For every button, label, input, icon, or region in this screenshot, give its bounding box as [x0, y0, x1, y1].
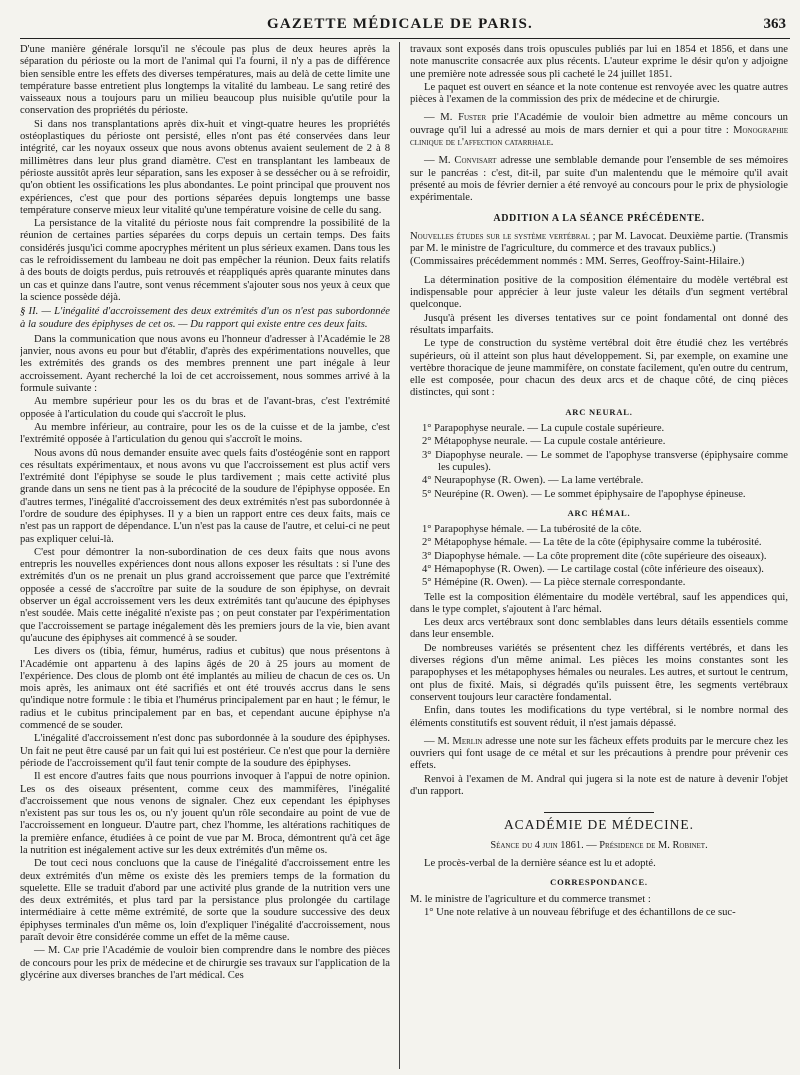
paragraph: Nous avons dû nous demander ensuite avec quels faits d'ostéogénie sont en rapport ces résultats expérimentaux, et nous avons vu que l'accroissement est plus actif vers l'extrémité dont l'épiphyse se soude le plus tardivement ; mais cette activité plus grande dans un sens ne tient pas à la précocité de la soudure de l'épiphyse opposée. En d'autres termes, l'inégalité d'accroissement des deux extrémités n'est pas subordonnée à l'ordre de soudure des épiphyses. Il y a bien un rapport entre ces deux faits, mais ce n'est pas un rapport de dépendance. L'un n'est pas la cause de l'autre, et celui-ci ne peut pas expliquer celui-là.	[20, 447, 390, 545]
column-divider	[399, 42, 400, 1069]
correspondance-heading: CORRESPONDANCE.	[550, 877, 648, 888]
list-item: 2° Métapophyse hémale. — La tête de la côte (épiphysaire comme la tubérosité.	[422, 537, 762, 549]
list-item: 4° Neurapophyse (R. Owen). — La lame vertébrale.	[422, 475, 644, 487]
paragraph: travaux sont exposés dans trois opuscules publiés par lui en 1854 et 1856, et dans une note manuscrite consacrée aux plus récents. L'auteur exprime le désir qu'on y adjoigne une première note adressée sous pli cacheté le 24 juillet 1851.	[410, 44, 788, 80]
work-title: Nouvelles études sur le système vertébral ;	[410, 230, 596, 242]
paragraph: Dans la communication que nous avons eu l'honneur d'adresser à l'Académie le 28 janvier, nous avons eu pour but d'établir, d'après des expérimentations nouvelles, que les extrémités des grands os des membres prennent une part inégale à leur accroissement. Ayant recherché la loi de cet accroissement, nous sommes arrivé à la formule suivante :	[20, 333, 390, 395]
list-item: 3° Diapophyse neurale. — Le sommet de l'apophyse transverse (épiphysaire comme les cupules).	[422, 449, 788, 473]
author-name: M. Cap	[47, 945, 80, 957]
cap-text: prie l'Académie de vouloir bien comprendre dans le nombre des pièces de concours pour les prix de médecine et de chirurgie ses travaux sur l'application de la glycérine aux diverses branches de l'art médical. Ces	[20, 945, 390, 981]
header-rule	[20, 38, 790, 39]
paragraph: Le procès-verbal de la dernière séance est lu et adopté.	[424, 857, 656, 869]
right-column	[410, 44, 788, 1069]
lavocat-paragraph	[410, 231, 788, 256]
merlin-text: adresse une note sur les fâcheux effets produits par le mercure chez les ouvriers qui font usage de ce métal et sur les précautions à prendre pour prévenir ces effets.	[410, 735, 788, 772]
paragraph: Les deux arcs vertébraux sont donc semblables dans leurs détails essentiels comme dans leur ensemble.	[410, 617, 788, 641]
fuster-paragraph: — M. Fuster prie l'Académie de vouloir bien admettre au même concours un ouvrage qu'il lui a adressé au mois de mars dernier et qui a pour titre : Monographie clinique de l'affection catarrhale.	[410, 112, 788, 149]
list-item: 1° Parapophyse hémale. — La tubérosité de la côte.	[422, 524, 642, 536]
merlin-paragraph: — M. Merlin adresse une note sur les fâcheux effets produits par le mercure chez les ouvriers qui font usage de ce métal et sur les précautions à prendre pour prévenir ces effets.	[410, 735, 788, 772]
paragraph: De nombreuses variétés se présentent chez les différents vertébrés, et dans les diverses régions d'un même animal. Les pièces les moins constantes sont les parapophyses et les métapophyses hémales ou neurales. Les autres, et surtout le centrum, ont plus de fixité. Mais, si dégradés qu'ils puissent être, les segments vertébraux conservent toujours leur caractère fondamental.	[410, 642, 788, 703]
arc-neural-heading: ARC NEURAL.	[565, 406, 633, 417]
paragraph: Il est encore d'autres faits que nous pourrions invoquer à l'appui de notre opinion. Les os des oiseaux présentent, comme ceux des mammifères, l'inégalité d'accroissement que nous venons de signaler. Chez eux cependant les épiphyses n'existent pas sur tous les os, ou n'y jouent qu'un rôle secondaire au point de vue de l'accroissement en longueur. D'autre part, chez l'homme, les altérations rachitiques de la première enfance, étudiées à ce point de vue par M. Broca, démontrent qu'à cet âge la nutrition est inégalement active sur les deux extrémités d'un même os.	[20, 771, 390, 856]
convisart-text: adresse une semblable demande pour l'ensemble de ses mémoires sur le pancréas : c'est, dit-il, par suite d'un malentendu que le mémoire qu'il avait présenté au mois de février dernier a été renvoyé au concours pour le prix de physiologie expérimentale.	[410, 155, 788, 204]
left-column	[20, 44, 390, 1069]
commissaires: (Commissaires précédemment nommés : MM. Serres, Geoffroy-Saint-Hilaire.)	[410, 256, 745, 268]
paragraph: Au membre inférieur, au contraire, pour les os de la cuisse et de la jambe, c'est l'extrémité opposée à l'articulation du genou qui s'accroît le moins.	[20, 421, 390, 446]
academie-title: ACADÉMIE DE MÉDECINE.	[503, 817, 695, 833]
list-item: 2° Métapophyse neurale. — La cupule costale antérieure.	[422, 436, 666, 448]
paragraph: Jusqu'à présent les diverses tentatives sur ce point fondamental ont donné des résultats imparfaits.	[410, 312, 788, 336]
author-name: M. Convisart	[438, 155, 497, 167]
paragraph: D'une manière générale lorsqu'il ne s'écoule pas plus de deux heures après la séparation du périoste ou la mort de l'animal qui l'a fourni, il n'y a pas de différence bien sensible entre les effets des diverses températures, mais au delà de cette limite une température basse entretient plus longtemps la vitalité du lambeau. Le sang retiré des vaisseaux nous a toujours paru un milieu beaucoup plus nuisible qu'utile pour la conservation des propriétés du périoste.	[20, 44, 390, 117]
list-item: 5° Neurépine (R. Owen). — Le sommet épiphysaire de l'apophyse épineuse.	[422, 488, 746, 500]
paragraph: Enfin, dans toutes les modifications du type vertébral, si le nombre normal des éléments constitutifs est souvent réduit, il n'est jamais dépassé.	[410, 705, 788, 729]
paragraph: M. le ministre de l'agriculture et du commerce transmet :	[410, 893, 651, 905]
paragraph: Si dans nos transplantations après dix-huit et vingt-quatre heures les propriétés ostéoplastiques du périoste ont persisté, elles n'ont pas été conservées dans leur intégrité, car les noyaux osseux que nous avons obtenus avaient seulement de 2 à 8 millimètres dans leur plus grand diamètre. C'est en transplantant les lambeaux de périoste aussitôt après leur séparation, sans les exposer à se dessécher ou à se refroidir, qu'on obtient les ossifications les plus abondantes. Le point principal que prouvent nos expériences, c'est que pour des portions séparées depuis longtemps une basse température conserve mieux leur vitalité qu'une température voisine de celle du sang.	[20, 118, 390, 216]
neural-list	[410, 423, 788, 501]
page-header	[0, 14, 800, 36]
paragraph: La persistance de la vitalité du périoste nous fait comprendre la possibilité de la réunion de certaines parties séparées du corps depuis un certain temps. Des faits considérés jusqu'ici comme apocryphes méritent un plus sérieux examen. Dans tous les cas le refroidissement du lambeau ne doit pas empêcher la réunion. Deux faits relatifs à des bouts de doigts perdus, puis retrouvés et réappliqués après quarante minutes dans un cas et quinze dans l'autre, sont venus récemment s'ajouter sous nos yeux à ceux que la science possède déjà.	[20, 218, 390, 303]
paragraph: 1° Une note relative à un nouveau fébrifuge et des échantillons de ce suc-	[424, 906, 736, 918]
addition-heading: ADDITION A LA SÉANCE PRÉCÉDENTE.	[493, 212, 705, 224]
fuster-text: prie l'Académie de vouloir bien admettre au même concours un ouvrage qu'il lui a adressé au mois de mars dernier et qui a pour titre :	[410, 112, 788, 136]
paragraph: Le paquet est ouvert en séance et la note contenue est renvoyée avec les quatre autres pièces à l'examen de la commission des prix de médecine et de chirurgie.	[410, 81, 788, 106]
paragraph: Au membre supérieur pour les os du bras et de l'avant-bras, c'est l'extrémité opposée à l'articulation du coude qui s'accroît le plus.	[20, 396, 390, 420]
paragraph: Renvoi à l'examen de M. Andral qui jugera si la note est de nature à devenir l'objet d'un rapport.	[410, 773, 788, 798]
arc-hemal-heading: ARC HÉMAL.	[567, 507, 631, 518]
author-name: M. Fuster	[440, 112, 487, 124]
paragraph: C'est pour démontrer la non-subordination de ces deux faits que nous avons entrepris les nouvelles expériences dont nous allons exposer les résultats : si l'une des extrémités d'un os ne prenait un plus grand accroissement que parce que l'extrémité opposée a cessé de s'accroître par suite de la soudure de son épiphyse, on devrait observer un égal accroissement vers les deux extrémités tant qu'aucune des épiphyses n'est soudée. Mais cette inégalité n'existe pas ; on peut constater par l'expérimentation que l'accroissement se partage inégalement dès les premiers jours de la vie, bien avant qu'aucune des épiphyses ait commencé à se souder.	[20, 546, 390, 644]
author-name: M. Merlin	[437, 735, 483, 747]
paragraph: Telle est la composition élémentaire du modèle vertébral, sauf les appendices qui, dans le type complet, s'ajoutent à l'arc hémal.	[410, 591, 788, 615]
list-item: 1° Parapophyse neurale. — La cupule costale supérieure.	[422, 423, 665, 435]
list-item: 4° Hémapophyse (R. Owen). — Le cartilage costal (côte inférieure des oiseaux).	[422, 563, 764, 575]
work-title: Monographie clinique de l'affection catarrhale.	[410, 124, 788, 149]
convisart-paragraph: — M. Convisart adresse une semblable demande pour l'ensemble de ses mémoires sur le pancréas : c'est, dit-il, par suite d'un malentendu que le mémoire qu'il avait présenté au mois de février dernier a été renvoyé au concours pour le prix de physiologie expérimentale.	[410, 155, 788, 204]
list-item: 3° Diapophyse hémale. — La côte proprement dite (côte supérieure des oiseaux).	[422, 550, 767, 562]
paragraph: Les divers os (tibia, fémur, humérus, radius et cubitus) que nous présentons à l'Académie ont appartenu à des lapins âgés de 20 à 25 jours au moment de l'expérience. Des clous de plomb ont été implantés au milieu de chacun de ces os. Un mois après, les animaux ont été sacrifiés et ont été trouvés accrus dans le sens qu'indique notre formule : le tibia et l'humérus principalement par en haut ; le fémur, le radius et le cubitus principalement par en bas, et cependant aucune épiphyse n'a commencé de se souder.	[20, 646, 390, 732]
list-item: 5° Hémépine (R. Owen). — La pièce sternale correspondante.	[422, 577, 686, 589]
seance-line: Séance du 4 juin 1861. — Présidence de M. Robinet.	[490, 839, 708, 851]
running-title: GAZETTE MÉDICALE DE PARIS.	[267, 16, 533, 32]
section-heading: § II. — L'inégalité d'accroissement des deux extrémités d'un os n'est pas subordonnée à la soudure des épiphyses de cet os. — Du rapport qui existe entre ces deux faits.	[20, 306, 390, 330]
hemal-list	[410, 524, 788, 589]
page-number: 363	[763, 16, 786, 32]
section-rule	[544, 812, 654, 813]
paragraph: Le type de construction du système vertébral doit être étudié chez les vertébrés supérieurs, où il atteint son plus haut développement. Si, par exemple, on examine une vertèbre thoracique de jeune mammifère, on constate facilement, qu'en outre du centrum, elle est composée, pour chacun des deux arcs et de chaque côté, de cinq pièces distinctes, qui sont :	[410, 338, 788, 399]
cap-paragraph: — M. Cap prie l'Académie de vouloir bien comprendre dans le nombre des pièces de concours pour les prix de médecine et de chirurgie ses travaux sur l'application de la glycérine aux diverses branches de l'art médical. Ces	[20, 945, 390, 981]
paragraph: De tout ceci nous concluons que la cause de l'inégalité d'accroissement entre les deux extrémités d'un même os existe dès les premiers temps de la formation du squelette. Elle se traduit d'abord par une activité plus grande de la nutrition vers une des deux extrémités, et plus tard par la persistance plus prolongée du cartilage intermédiaire à cette même extrémité, de sorte que la soudure successive des deux épiphyses terminales d'un même os, loin d'expliquer l'inégalité d'accroissement, nous paraît devoir être considérée comme un effet de la même cause.	[20, 858, 390, 944]
paragraph: La détermination positive de la composition élémentaire du modèle vertébral est indispensable pour apprécier à leur juste valeur les détails d'un segment vertébral quelconque.	[410, 274, 788, 311]
lavocat-text: par M. Lavocat. Deuxième partie. (Transmis par M. le ministre de l'agriculture, du commerce et des travaux publics.)	[410, 230, 788, 255]
paragraph: L'inégalité d'accroissement n'est donc pas subordonnée à la soudure des épiphyses. Un fait ne peut être causé par un fait qui lui est postérieur. Ce n'est que pour la dernière période de l'accroissement qu'il faut tenir compte de la soudure des épiphyses.	[20, 733, 390, 769]
